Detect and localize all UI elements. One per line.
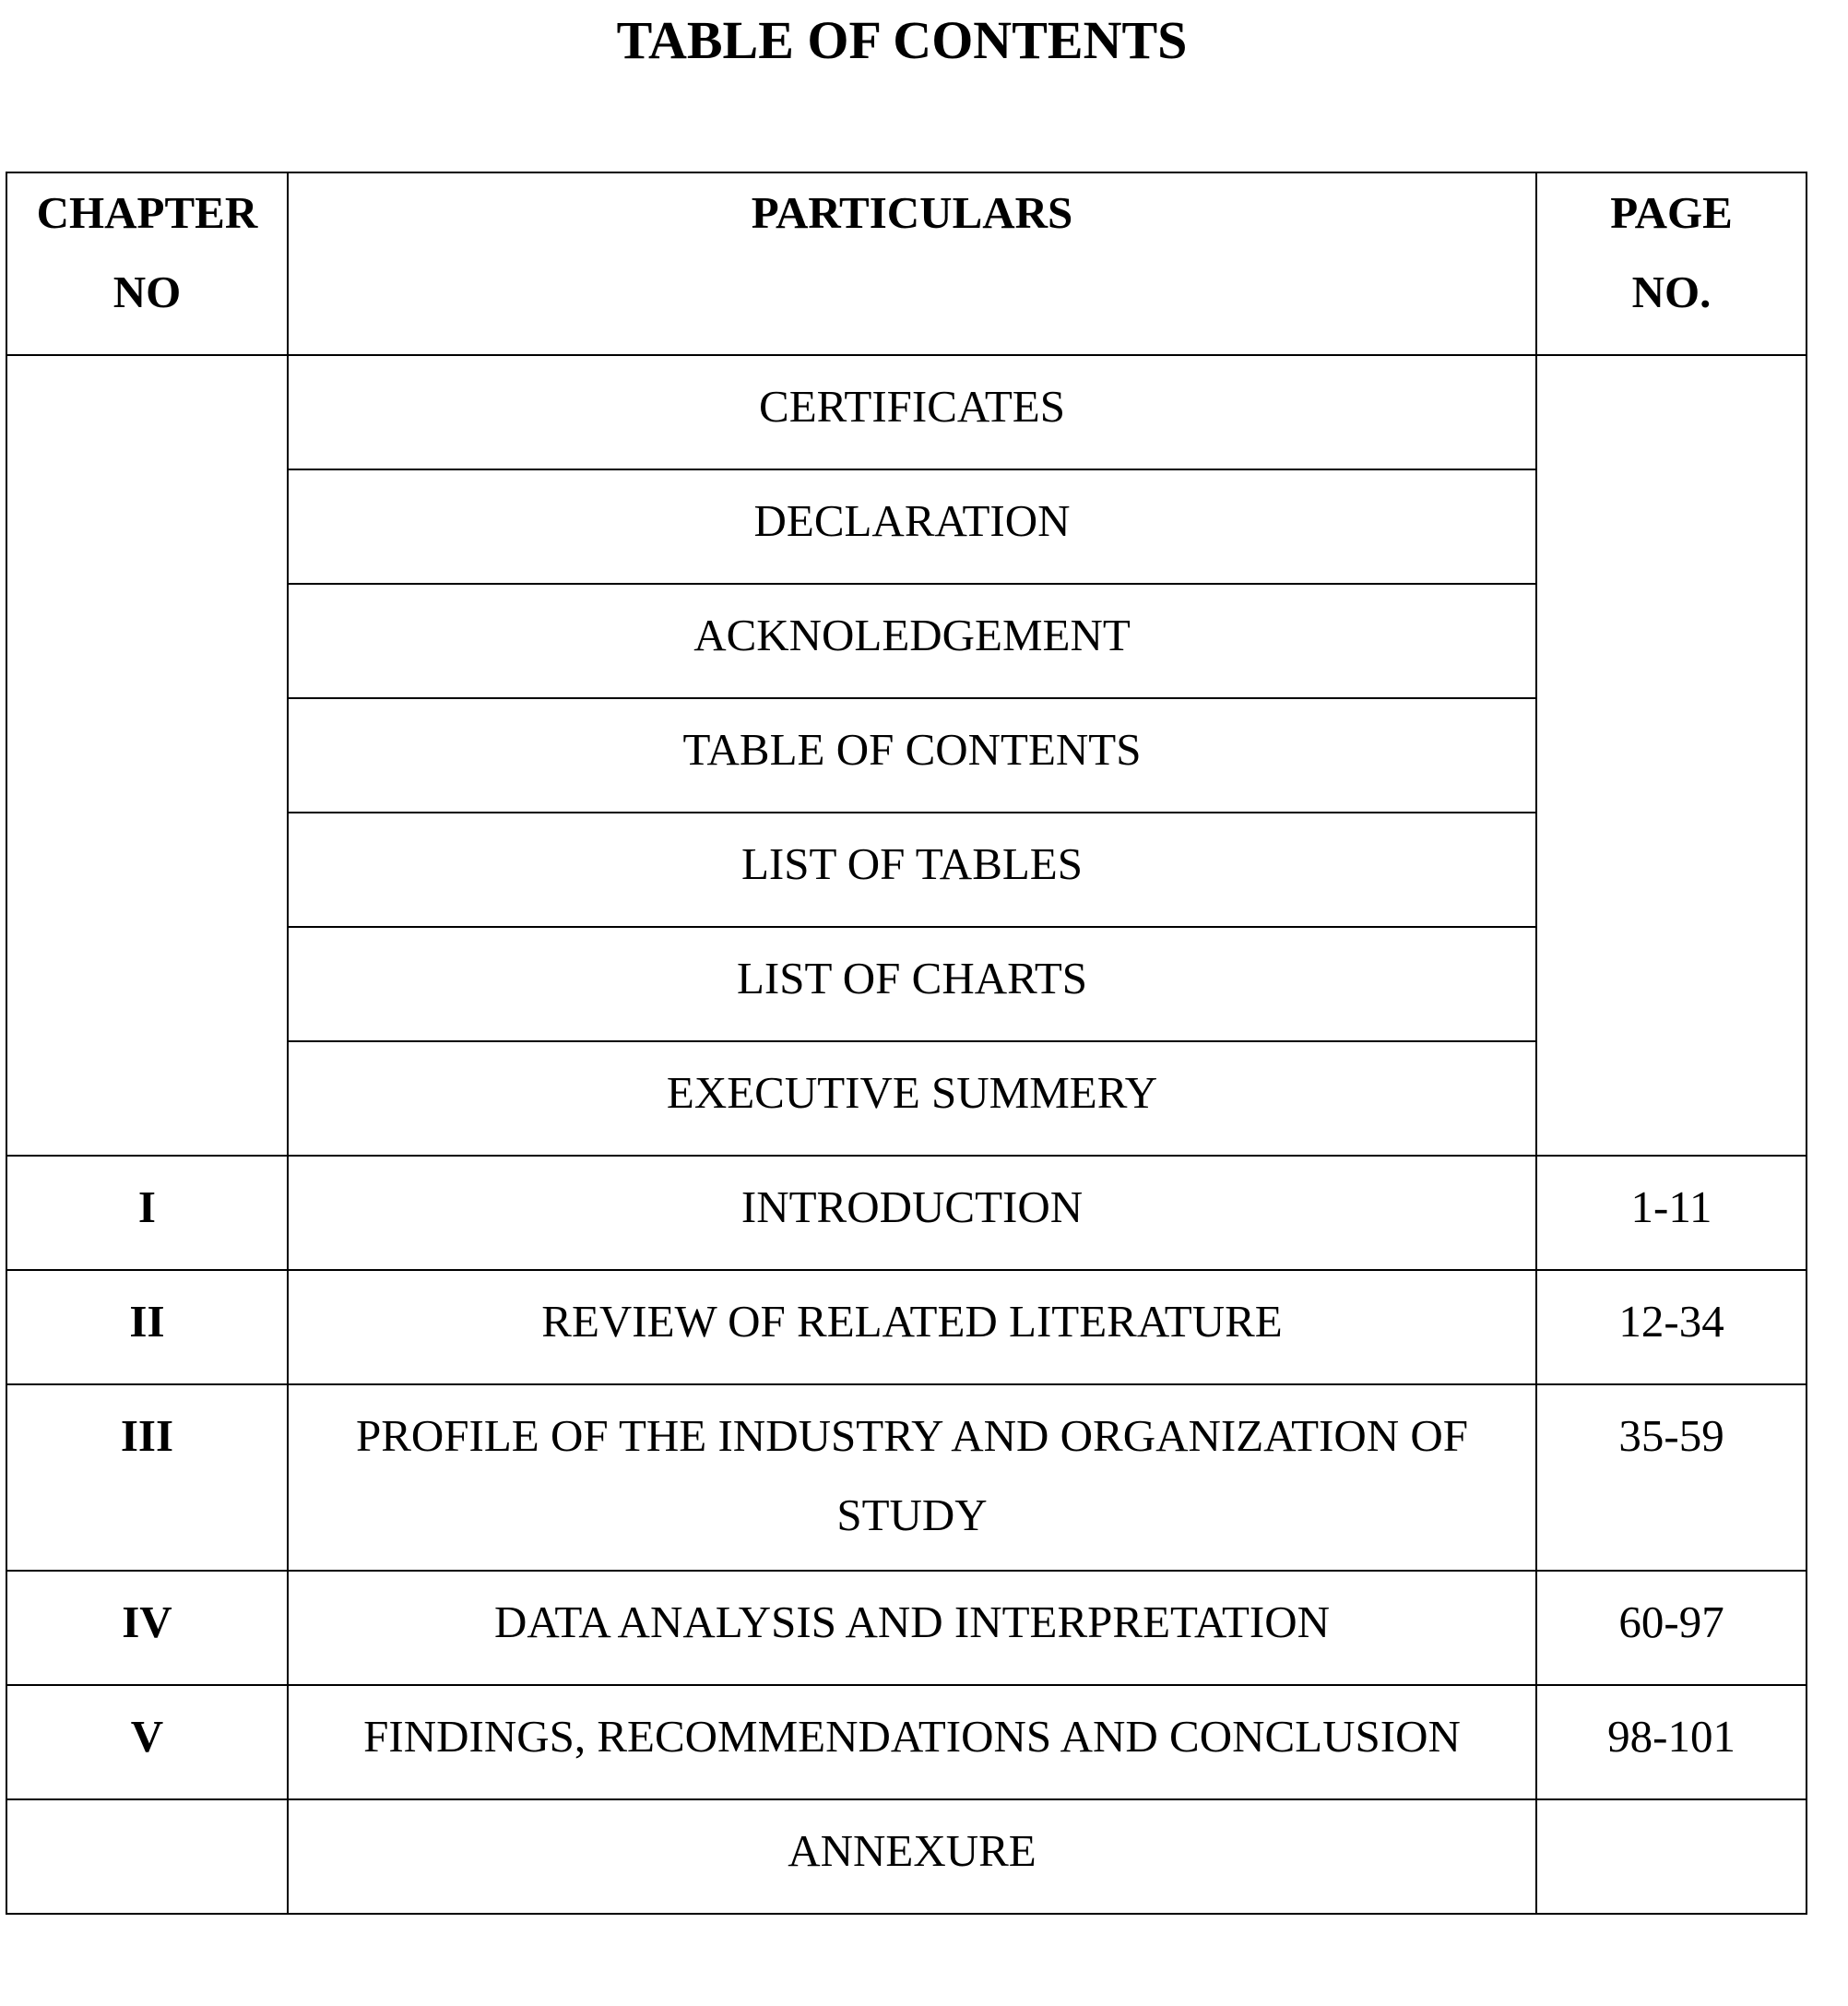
- front-matter-item: EXECUTIVE SUMMERY: [288, 1041, 1536, 1156]
- header-particulars: PARTICULARS: [288, 172, 1536, 355]
- chapter-title: DATA ANALYSIS AND INTERPRETATION: [288, 1571, 1536, 1685]
- front-matter-item: TABLE OF CONTENTS: [288, 698, 1536, 813]
- front-matter-chapter-cell: [6, 355, 288, 1156]
- header-word: PAGE: [1610, 187, 1733, 238]
- table-row: [6, 1571, 1807, 1685]
- table-row: [6, 355, 1807, 469]
- chapter-title: PROFILE OF THE INDUSTRY AND ORGANIZATION OF STUDY: [288, 1384, 1536, 1571]
- table-row: [6, 1685, 1807, 1799]
- table-row: [6, 1270, 1807, 1384]
- toc-table: [6, 172, 1807, 1915]
- header-page-no: [1536, 172, 1807, 355]
- front-matter-item: LIST OF TABLES: [288, 813, 1536, 927]
- chapter-pages: 60-97: [1536, 1571, 1807, 1685]
- chapter-title: FINDINGS, RECOMMENDATIONS AND CONCLUSION: [288, 1685, 1536, 1799]
- chapter-number: II: [6, 1270, 288, 1384]
- header-word: CHAPTER: [36, 187, 258, 238]
- front-matter-page-cell: [1536, 355, 1807, 1156]
- front-matter-item: CERTIFICATES: [288, 355, 1536, 469]
- page-title: TABLE OF CONTENTS: [616, 10, 1188, 70]
- chapter-number: V: [6, 1685, 288, 1799]
- header-chapter-no: [6, 172, 288, 355]
- chapter-pages: 35-59: [1536, 1384, 1807, 1571]
- annexure-title: ANNEXURE: [288, 1799, 1536, 1914]
- table-header-row: [6, 172, 1807, 355]
- chapter-number: III: [6, 1384, 288, 1571]
- chapter-pages: 12-34: [1536, 1270, 1807, 1384]
- chapter-title: REVIEW OF RELATED LITERATURE: [288, 1270, 1536, 1384]
- chapter-number: I: [6, 1156, 288, 1270]
- chapter-number: IV: [6, 1571, 288, 1685]
- header-word: NO.: [1631, 267, 1712, 317]
- header-word: NO: [113, 267, 182, 317]
- annexure-page-cell: [1536, 1799, 1807, 1914]
- chapter-pages: 1-11: [1536, 1156, 1807, 1270]
- chapter-pages: 98-101: [1536, 1685, 1807, 1799]
- chapter-title: INTRODUCTION: [288, 1156, 1536, 1270]
- table-row: [6, 1384, 1807, 1571]
- front-matter-item: LIST OF CHARTS: [288, 927, 1536, 1041]
- front-matter-item: ACKNOLEDGEMENT: [288, 584, 1536, 698]
- front-matter-item: DECLARATION: [288, 469, 1536, 584]
- table-row: [6, 1156, 1807, 1270]
- annexure-chapter-cell: [6, 1799, 288, 1914]
- table-row: [6, 1799, 1807, 1914]
